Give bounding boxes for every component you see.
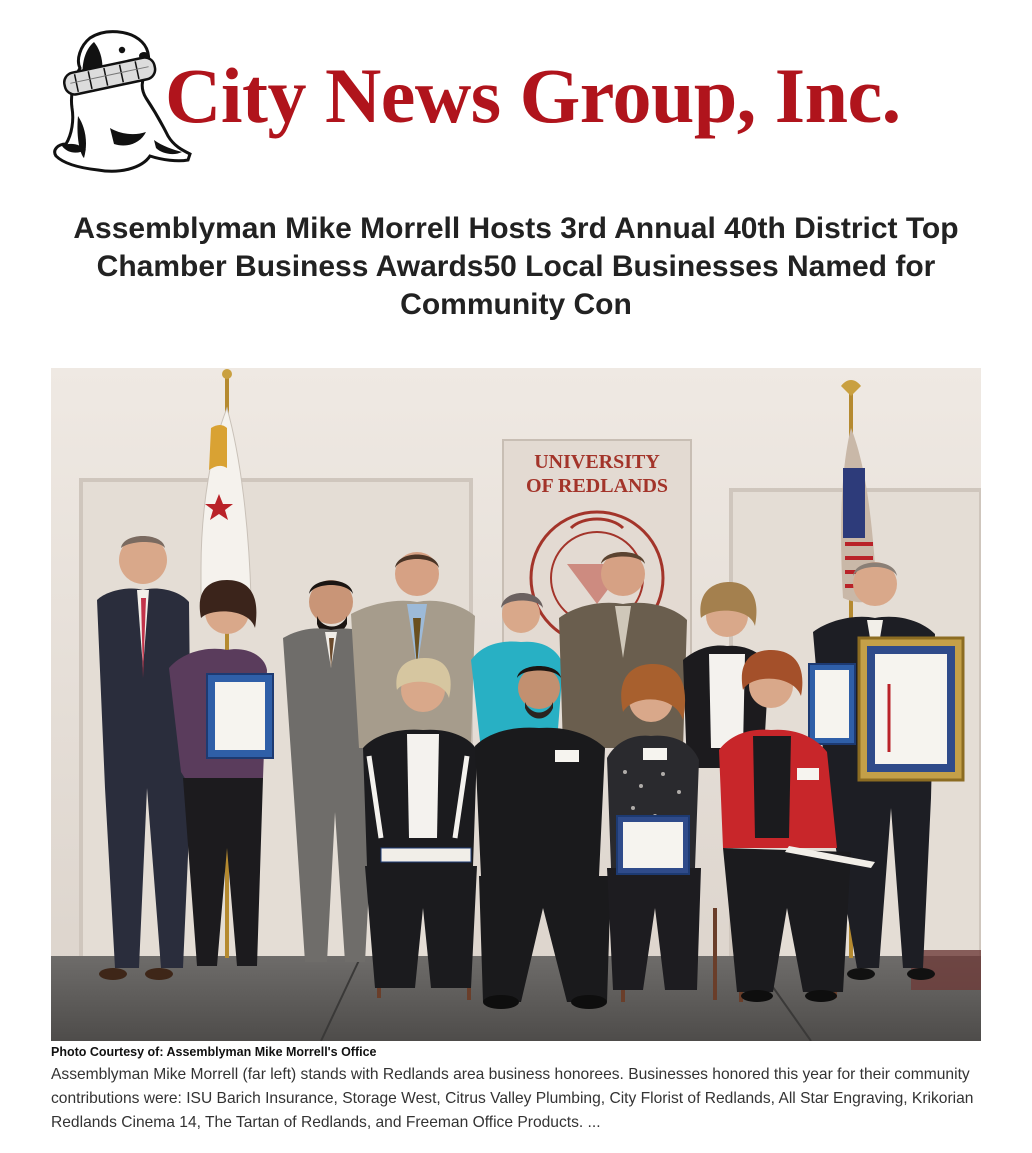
group-photo-illustration xyxy=(51,368,981,1041)
article-headline: Assemblyman Mike Morrell Hosts 3rd Annual 40th District Top Chamber Business Awards50 Local Businesses Named for Community Con xyxy=(73,212,959,321)
logo-text[interactable]: City News Group, Inc. xyxy=(165,52,901,139)
banner-line2: OF REDLANDS xyxy=(525,475,669,497)
photo-credit: Photo Courtesy of: Assemblyman Mike Morrell's Office xyxy=(51,1045,377,1059)
photo-caption: Assemblyman Mike Morrell (far left) stands with Redlands area business honorees. Businesses honored this year for their community contributions were: ISU Barich Insurance, Storage West, Citrus Valley Plumbing, City Florist of Redlands, All Star Engraving, Krikorian Redlands Cinema 14, The Tartan of Redlands, and Freeman Office Products. ... xyxy=(51,1066,974,1131)
banner-line1: UNIVERSITY xyxy=(534,451,660,473)
masthead xyxy=(50,28,980,176)
article-photo xyxy=(51,368,981,1041)
